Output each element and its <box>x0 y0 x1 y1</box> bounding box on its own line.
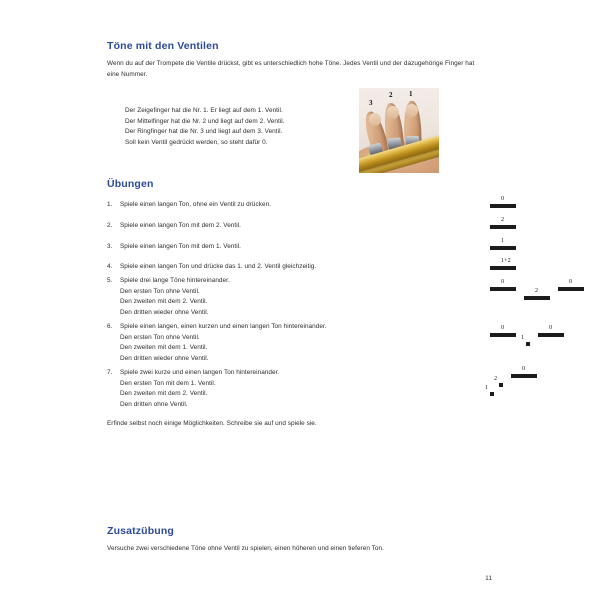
note-bar <box>511 374 537 378</box>
note-label: 0 <box>522 365 526 372</box>
note-bar <box>499 383 503 387</box>
note-marker <box>490 279 516 292</box>
note-label: 2 <box>501 216 505 223</box>
exercise-line: Spiele drei lange Töne hintereinander. <box>120 277 230 284</box>
note-marker <box>558 279 584 292</box>
exercise-text <box>120 368 382 410</box>
exercise-text <box>120 221 382 232</box>
exercise-line: Spiele einen langen, einen kurzen und einen langen Ton hintereinander. <box>120 323 327 330</box>
note-bar <box>538 333 564 337</box>
exercise-text <box>120 262 382 273</box>
exercise-line: Spiele einen langen Ton und drücke das 1. und 2. Ventil gleichzeitig. <box>120 263 317 270</box>
exercise-line: Den zweiten mit dem 1. Ventil. <box>120 344 208 352</box>
exercise-number: 5. <box>107 277 113 284</box>
note-label: 0 <box>569 278 573 285</box>
page-content <box>107 0 573 600</box>
section-heading-extra: Zusatzübung <box>107 525 174 537</box>
exercise-item <box>107 322 382 364</box>
finger-line-3: Der Ringfinger hat die Nr. 3 und liegt auf dem 3. Ventil. <box>125 128 283 136</box>
exercise-number: 2. <box>107 222 113 229</box>
exercise-line: Den dritten wieder ohne Ventil. <box>120 308 209 316</box>
intro-paragraph: Wenn du auf der Trompete die Ventile drückst, gibt es unterschiedlich hohe Töne. Jedes Ventil und der dazugehörige Finger hat eine Nummer. <box>107 60 475 79</box>
note-bar <box>490 287 516 291</box>
exercise-line: Den ersten Ton ohne Ventil. <box>120 287 200 295</box>
note-bar <box>558 287 584 291</box>
exercise-item <box>107 200 382 211</box>
note-marker <box>490 258 516 271</box>
photo-label-2: 2 <box>389 91 393 99</box>
note-bar <box>490 204 516 208</box>
exercise-line: Den dritten wieder ohne Ventil. <box>120 354 209 362</box>
photo-label-1: 1 <box>409 90 413 98</box>
photo-label-3: 3 <box>369 99 373 107</box>
note-marker <box>490 325 516 338</box>
note-label: 0 <box>549 324 553 331</box>
finger-numbering-block <box>125 106 285 148</box>
note-label: 1+2 <box>501 257 511 264</box>
note-bar <box>524 296 550 300</box>
exercise-number: 6. <box>107 323 113 330</box>
exercise-number: 7. <box>107 369 113 376</box>
note-bar <box>490 246 516 250</box>
note-label: 0 <box>501 278 505 285</box>
exercise-text <box>120 322 382 364</box>
note-label: 1 <box>485 384 489 391</box>
finger-line-2: Der Mittelfinger hat die Nr. 2 und liegt auf dem 2. Ventil. <box>125 117 285 125</box>
page-number: 11 <box>485 575 492 582</box>
section-heading-valves: Töne mit den Ventilen <box>107 40 219 52</box>
exercise-line: Den ersten Ton mit dem 1. Ventil. <box>120 379 216 387</box>
extra-paragraph: Versuche zwei verschiedene Töne ohne Ventil zu spielen, einen höheren und einen tieferen Ton. <box>107 545 384 552</box>
exercise-item <box>107 242 382 253</box>
note-label: 1 <box>521 334 525 341</box>
note-marker <box>521 334 530 347</box>
note-marker <box>490 238 516 251</box>
exercise-number: 4. <box>107 263 113 270</box>
exercise-line: Den zweiten mit dem 2. Ventil. <box>120 298 208 306</box>
note-label: 1 <box>501 237 505 244</box>
index-finger-nail <box>406 104 418 117</box>
exercise-text <box>120 242 382 253</box>
note-bar <box>490 266 516 270</box>
note-marker <box>524 288 550 301</box>
note-bar <box>490 333 516 337</box>
finger-line-1: Der Zeigefinger hat die Nr. 1. Er liegt auf dem 1. Ventil. <box>125 107 283 114</box>
note-bar <box>490 225 516 229</box>
section-heading-exercises: Übungen <box>107 178 154 190</box>
note-marker <box>485 384 494 397</box>
note-bar <box>490 392 494 396</box>
exercise-item <box>107 276 382 318</box>
exercise-item <box>107 262 382 273</box>
note-label: 0 <box>501 324 505 331</box>
exercise-item <box>107 368 382 410</box>
note-label: 2 <box>494 375 498 382</box>
note-marker <box>490 217 516 230</box>
finger-line-4: Soll kein Ventil gedrückt werden, so steht dafür 0. <box>125 138 268 146</box>
exercise-line: Den ersten Ton ohne Ventil. <box>120 333 200 341</box>
exercise-line: Den dritten ohne Ventil. <box>120 400 188 408</box>
exercise-line: Spiele zwei kurze und einen langen Ton hintereinander. <box>120 369 280 376</box>
note-marker <box>490 196 516 209</box>
note-bar <box>526 342 530 346</box>
note-label: 0 <box>501 195 505 202</box>
trumpet-valves-photo <box>359 88 439 173</box>
exercise-text <box>120 276 382 318</box>
exercise-line: Spiele einen langen Ton, ohne ein Ventil zu drücken. <box>120 201 271 208</box>
exercise-number: 1. <box>107 201 113 208</box>
exercise-line: Spiele einen langen Ton mit dem 2. Ventil. <box>120 222 241 229</box>
note-label: 2 <box>535 287 539 294</box>
exercise-text <box>120 200 382 211</box>
note-marker <box>538 325 564 338</box>
exercise-line: Den zweiten mit dem 2. Ventil. <box>120 390 208 398</box>
exercise-line: Spiele einen langen Ton mit dem 1. Ventil. <box>120 243 241 250</box>
exercise-item <box>107 221 382 232</box>
note-marker <box>494 375 503 388</box>
closing-paragraph: Erfinde selbst noch einige Möglichkeiten. Schreibe sie auf und spiele sie. <box>107 420 317 427</box>
exercise-number: 3. <box>107 243 113 250</box>
note-marker <box>511 366 537 379</box>
